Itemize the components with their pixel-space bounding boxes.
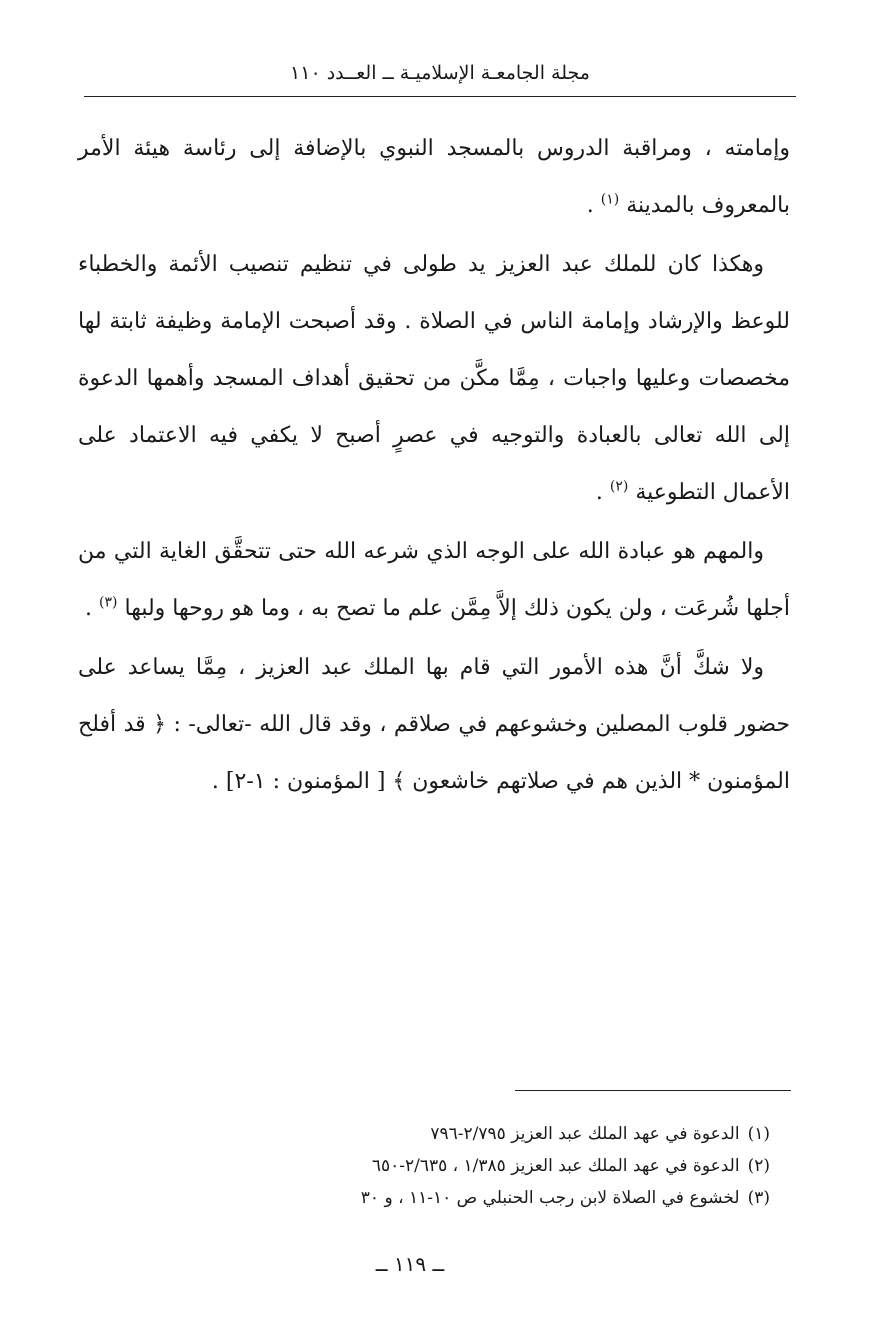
footnote-text: الدعوة في عهد الملك عبد العزيز ١/٣٨٥ ، ٢/٦٣٥-٦٥٠ [371,1156,740,1176]
paragraph-text: ولا شكَّ أنَّ هذه الأمور التي قام بها الملك عبد العزيز ، مِمَّا يساعد على حضور قلوب المصلين وخشوعهم في صلاقم ، وقد قال الله -تعالى- : ﴿ قد أفلح المؤمنون * الذين هم في صلاتهم خاشعون ﴾ [ المؤمنون : ١-٢] . [78,655,790,794]
paragraph-end: . [595,480,610,505]
running-header [84,56,796,97]
paragraph-3 [78,523,790,637]
footnote-ref-3: (٣) [99,594,118,611]
footnote-ref-1: (١) [600,191,620,208]
paragraph-end: . [85,596,100,621]
paragraph-end: . [586,193,601,218]
paragraph-text: وهكذا كان للملك عبد العزيز يد طولى في تنظيم تنصيب الأئمة والخطباء للوعظ والإرشاد وإمامة الناس في الصلاة . وقد أصبحت الإمامة وظيفة ثابتة لها مخصصات وعليها واجبات ، مِمَّا مكَّن من تحقيق أهداف المسجد وأهمها الدعوة إلى الله تعالى بالعبادة والتوجيه في عصرٍ أصبح لا يكفي فيه الاعتماد على الأعمال التطوعية [78,252,790,505]
footnote-item [200,1150,770,1182]
body-text [78,120,790,812]
paragraph-2 [78,236,790,521]
page-number: ــ ١١٩ ــ [375,1252,445,1276]
footnotes [200,1118,770,1214]
paragraph-text: وإمامته ، ومراقبة الدروس بالمسجد النبوي بالإضافة إلى رئاسة هيئة الأمر بالمعروف بالمدينة [78,136,790,218]
footnote-number: (٢) [747,1156,770,1176]
footnote-text: لخشوع في الصلاة لابن رجب الحنبلي ص ١٠-١١ ، و ٣٠ [360,1188,740,1208]
journal-title: مجلة الجامعـة الإسلاميـة ــ العــدد ١١٠ [290,62,590,84]
footnote-item [200,1118,770,1150]
footnote-ref-2: (٢) [609,478,629,495]
paragraph-4 [78,639,790,810]
paragraph-1 [78,120,790,234]
footnote-item [200,1182,770,1214]
paragraph-text: والمهم هو عبادة الله على الوجه الذي شرعه الله حتى تتحقَّق الغاية التي من أجلها شُرعَت ، ولن يكون ذلك إلاَّ مِمَّن علم ما تصح به ، وما هو روحها ولبها [78,539,790,621]
footnote-separator [515,1090,791,1091]
footnote-text: الدعوة في عهد الملك عبد العزيز ٢/٧٩٥-٧٩٦ [430,1124,740,1144]
footnote-number: (٣) [747,1188,770,1208]
footnote-number: (١) [747,1124,770,1144]
